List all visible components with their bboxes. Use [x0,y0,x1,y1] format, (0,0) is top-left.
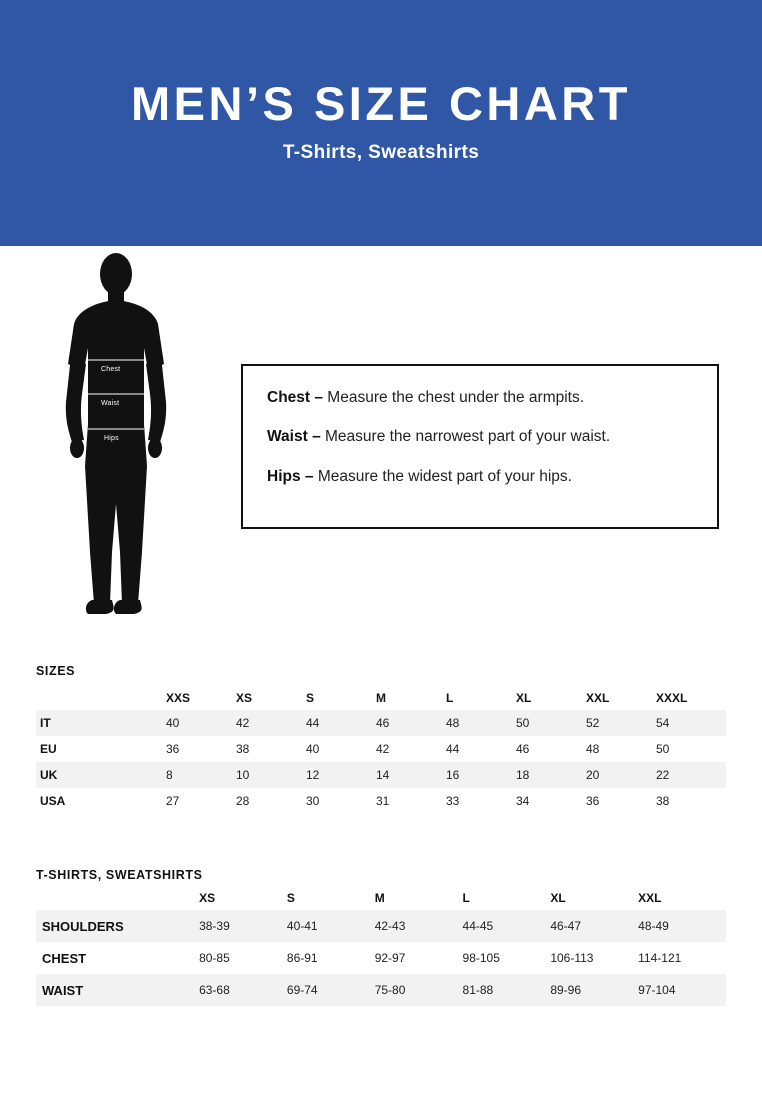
instruction-chest-text: Measure the chest under the armpits. [323,389,585,406]
instruction-waist-text: Measure the narrowest part of your waist. [320,428,611,446]
row-label-it: IT [36,710,166,736]
table-row [36,736,726,762]
cell-it-xl: 50 [516,710,586,736]
cell-usa-xl: 34 [516,794,530,808]
cell-eu-xxxl: 50 [656,742,670,756]
col-head-xs: XS [199,891,216,905]
row-label-chest: CHEST [42,950,87,966]
cell-eu-l: 44 [446,742,460,756]
header-banner [0,0,762,246]
cell-waist-xl: 89-96 [550,974,638,1006]
hips-measure-label: Hips [104,435,119,442]
col-head-xxl: XXL [586,691,610,705]
cell-shoulders-xxl: 48-49 [638,910,726,942]
cell-eu-xl: 46 [516,742,530,756]
instruction-chest [267,388,693,407]
cell-chest-s: 86-91 [286,951,318,965]
cell-usa-xs: 28 [236,794,250,808]
chest-measure-label: Chest [101,366,121,373]
page-subtitle: T-Shirts, Sweatshirts [282,141,480,163]
cell-shoulders-m: 42-43 [375,910,463,942]
cell-shoulders-l: 44-45 [463,910,551,942]
cell-uk-s: 12 [306,762,376,788]
instruction-waist-term: Waist – [267,428,321,446]
row-label-usa: USA [40,794,66,808]
cell-shoulders-xl: 46-47 [550,910,638,942]
waist-measure-label: Waist [101,400,120,407]
cell-usa-s: 30 [306,794,320,808]
col-head-xl: XL [516,691,532,705]
cell-eu-xxl: 48 [586,742,600,756]
cell-waist-m: 75-80 [375,974,463,1006]
cell-waist-xs: 63-68 [199,974,287,1006]
table-header-row [36,886,726,910]
cell-it-xxxl: 54 [656,710,726,736]
cell-uk-xl: 18 [516,762,586,788]
col-head-m: M [374,891,385,905]
instruction-hips [267,467,693,486]
sizes-table-title: SIZES [36,664,76,678]
measurement-instructions-box [241,364,719,529]
cell-uk-xxxl: 22 [656,762,726,788]
cell-waist-l: 81-88 [463,974,551,1006]
cell-eu-xs: 38 [236,742,250,756]
col-head-l: L [446,691,454,705]
col-head-s: S [286,891,295,905]
cell-shoulders-s: 40-41 [287,910,375,942]
cell-uk-xs: 10 [236,762,306,788]
cell-usa-xxxl: 38 [656,794,670,808]
cell-chest-l: 98-105 [462,951,500,965]
instruction-waist [267,427,693,446]
instruction-hips-term: Hips – [267,467,314,485]
col-head-xxxl: XXXL [656,691,688,705]
row-label-shoulders: SHOULDERS [36,910,199,942]
cell-it-xxs: 40 [166,710,236,736]
row-label-uk: UK [36,762,166,788]
page-title: MEN’S SIZE CHART [131,77,631,130]
cell-eu-xxs: 36 [166,742,180,756]
col-head-l: L [462,891,470,905]
cell-shoulders-xs: 38-39 [199,910,287,942]
cell-eu-m: 42 [376,742,390,756]
cell-uk-m: 14 [376,762,446,788]
table-row [36,762,726,788]
cell-uk-l: 16 [446,762,516,788]
cell-usa-l: 33 [446,794,460,808]
instruction-hips-text: Measure the widest part of your hips. [313,467,572,485]
col-head-xxs: XXS [166,691,191,705]
shirts-measurements-table [36,886,726,1006]
cell-it-xs: 42 [236,710,306,736]
table-row [36,974,726,1006]
col-head-s: S [306,691,315,705]
table-row [36,710,726,736]
col-head-m: M [376,691,386,705]
col-head-blank [36,686,166,710]
col-head-xl: XL [550,891,566,905]
cell-waist-s: 69-74 [287,974,375,1006]
cell-chest-xs: 80-85 [199,951,230,965]
cell-usa-xxl: 36 [586,794,600,808]
cell-it-xxl: 52 [586,710,656,736]
shirts-table-title: T-SHIRTS, SWEATSHIRTS [36,868,203,882]
cell-it-l: 48 [446,710,516,736]
cell-usa-m: 31 [376,794,390,808]
cell-chest-xxl: 114-121 [638,951,682,965]
cell-usa-xxs: 27 [166,794,180,808]
cell-it-s: 44 [306,710,376,736]
cell-chest-m: 92-97 [374,951,406,965]
table-row [36,788,726,814]
row-label-eu: EU [40,742,57,756]
cell-uk-xxs: 8 [166,762,236,788]
instruction-chest-term: Chest – [267,389,323,406]
cell-uk-xxl: 20 [586,762,656,788]
cell-eu-s: 40 [306,742,320,756]
table-row [36,910,726,942]
table-header-row [36,686,726,710]
silhouette-graphic [30,252,230,642]
cell-it-m: 46 [376,710,446,736]
male-body-silhouette [30,252,230,642]
cell-waist-xxl: 97-104 [638,974,726,1006]
cell-chest-xl: 106-113 [550,951,594,965]
table-row [36,942,726,974]
col-head-xxl: XXL [638,891,662,905]
sizes-table [36,686,726,814]
row-label-waist: WAIST [36,974,199,1006]
col-head-xs: XS [236,691,253,705]
col-head-blank [36,886,199,910]
